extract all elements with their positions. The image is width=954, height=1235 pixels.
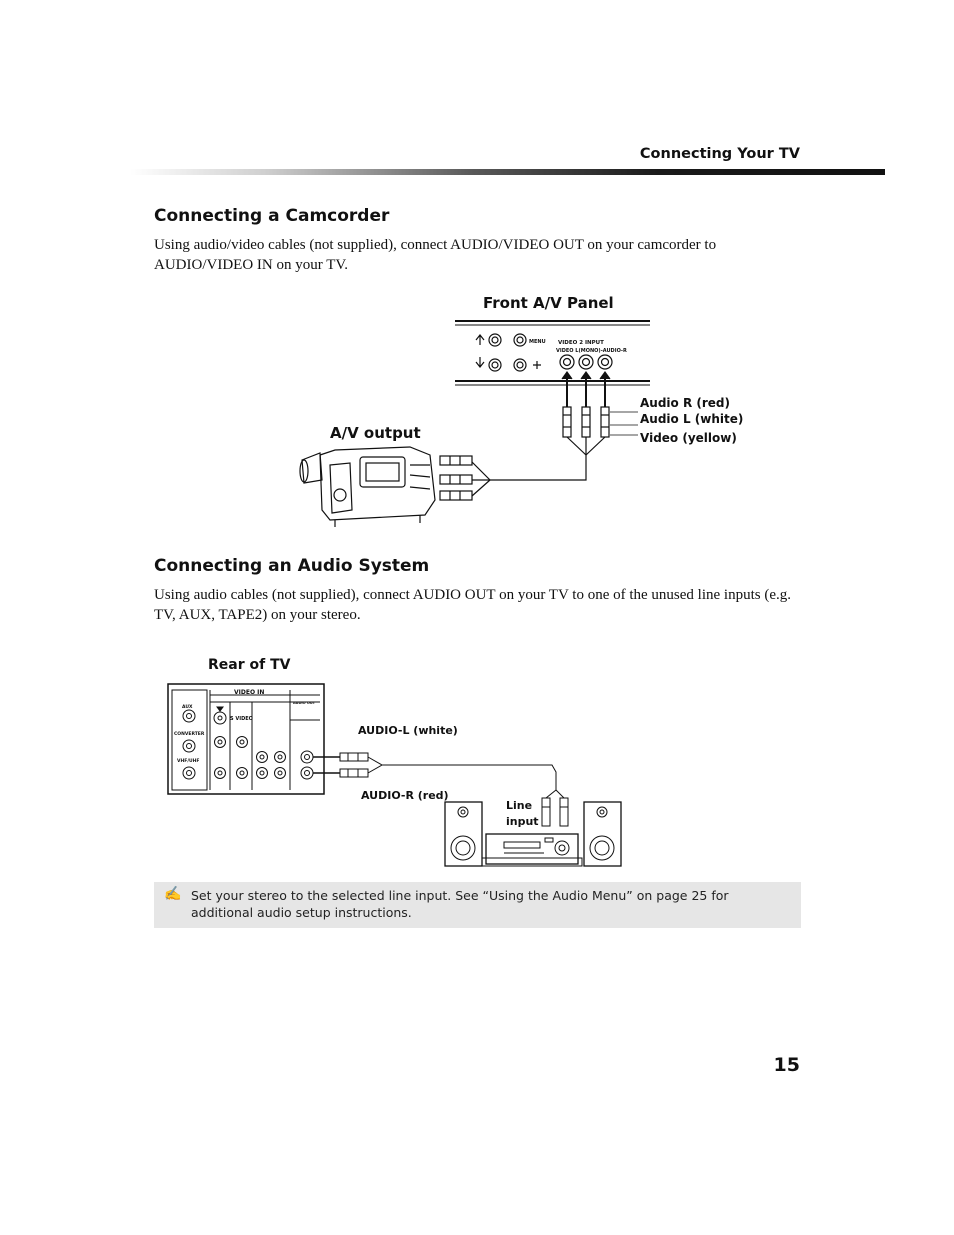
- note-box: [154, 882, 801, 928]
- section-heading-audio: Connecting an Audio System: [154, 556, 430, 576]
- panel-text-bottom: VIDEO L(MONO)-AUDIO-R: [556, 348, 627, 354]
- front-av-panel-label: Front A/V Panel: [483, 294, 614, 312]
- panel-vhf-text: VHF/UHF: [177, 759, 200, 764]
- rear-of-tv-label: Rear of TV: [208, 657, 291, 673]
- cable-label-audio-r: Audio R (red): [640, 396, 730, 410]
- audio-r-label: AUDIO-R (red): [361, 789, 449, 802]
- panel-svideo-text: S VIDEO: [230, 716, 253, 722]
- header-rule: [130, 169, 885, 175]
- camcorder-connection-diagram: [290, 315, 760, 530]
- note-text: Set your stereo to the selected line input. See “Using the Audio Menu” on page 25 for additional audio setup instructions.: [191, 888, 729, 920]
- page-number: 15: [773, 1054, 800, 1076]
- cable-label-audio-l: Audio L (white): [640, 412, 744, 426]
- audio-l-label: AUDIO-L (white): [358, 724, 458, 737]
- menu-text: MENU: [529, 339, 546, 345]
- camcorder-paragraph: Using audio/video cables (not supplied), connect AUDIO/VIDEO OUT on your camcorder to AUDIO/VIDEO IN on your TV.: [154, 237, 717, 273]
- panel-video-in-text: VIDEO IN: [234, 689, 265, 696]
- running-header: Connecting Your TV: [639, 146, 800, 162]
- line-input-label: Line input: [506, 799, 539, 828]
- audio-connection-diagram: [160, 680, 630, 875]
- section-heading-camcorder: Connecting a Camcorder: [154, 206, 390, 226]
- cable-label-video: Video (yellow): [640, 431, 737, 445]
- panel-audio-out-text: AUDIO OUT: [293, 701, 316, 705]
- audio-paragraph: Using audio cables (not supplied), connect AUDIO OUT on your TV to one of the unused line inputs (e.g. TV, AUX, TAPE2) on your stereo.: [154, 587, 791, 623]
- panel-aux-text: AUX: [182, 705, 193, 710]
- panel-text-top: VIDEO 2 INPUT: [558, 340, 604, 346]
- pencil-note-icon: ✍: [164, 887, 182, 902]
- av-output-label: A/V output: [330, 424, 421, 442]
- panel-converter-text: CONVERTER: [174, 732, 205, 737]
